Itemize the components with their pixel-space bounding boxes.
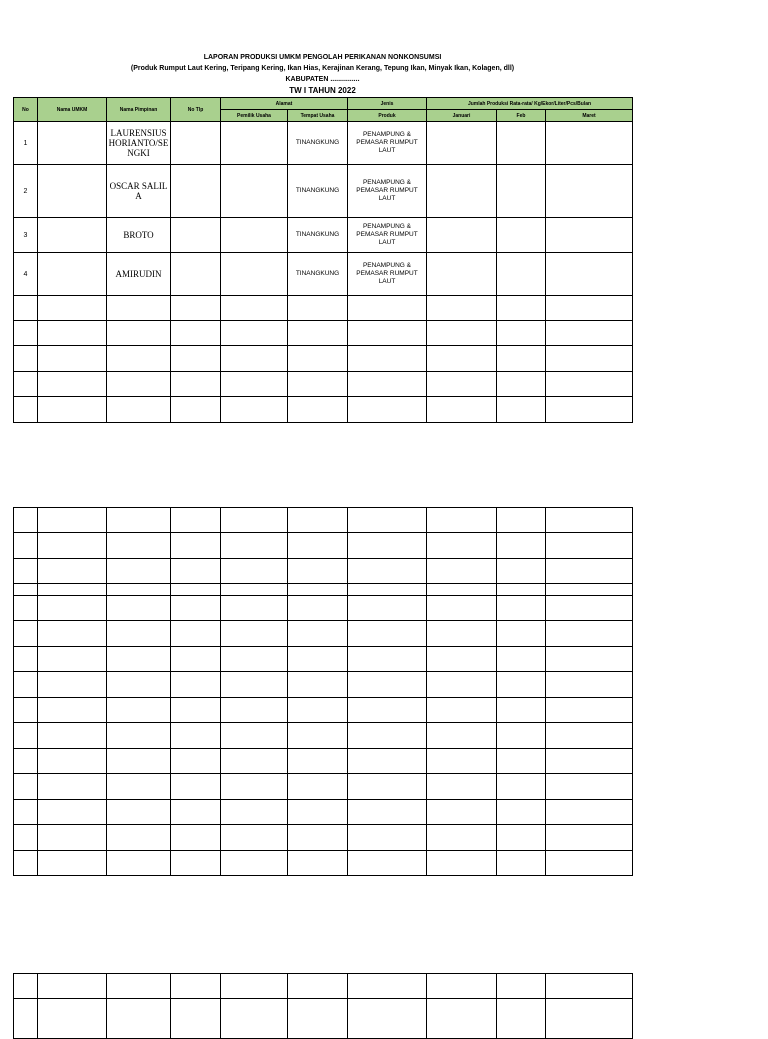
blank-table-2 <box>13 507 633 876</box>
cell-produk: PENAMPUNG & PEMASAR RUMPUT LAUT <box>348 218 427 253</box>
table-row <box>14 165 633 218</box>
cell-tempat-usaha: TINANGKUNG <box>288 218 348 253</box>
cell-no: 1 <box>14 122 38 165</box>
header-nama-pimpinan: Nama Pimpinan <box>107 98 171 122</box>
cell-nama-pimpinan: AMIRUDIN <box>107 253 171 296</box>
header-maret: Maret <box>546 110 633 122</box>
cell-nama-umkm <box>38 165 107 218</box>
cell-produk: PENAMPUNG & PEMASAR RUMPUT LAUT <box>348 253 427 296</box>
cell-januari <box>427 165 497 218</box>
cell-feb <box>497 253 546 296</box>
cell-nama-umkm <box>38 218 107 253</box>
table-row <box>14 647 633 672</box>
cell-feb <box>497 122 546 165</box>
table-row <box>14 596 633 621</box>
table-row <box>14 621 633 647</box>
table-row <box>14 508 633 533</box>
table-row <box>14 122 633 165</box>
header-no: No <box>14 98 38 122</box>
cell-feb <box>497 165 546 218</box>
header-jenis: Jenis <box>348 98 427 110</box>
header-produk: Produk <box>348 110 427 122</box>
table-row <box>14 800 633 825</box>
cell-nama-umkm <box>38 253 107 296</box>
cell-no-tlp <box>171 218 221 253</box>
cell-produk: PENAMPUNG & PEMASAR RUMPUT LAUT <box>348 165 427 218</box>
header-tempat-usaha: Tempat Usaha <box>288 110 348 122</box>
table-row <box>14 851 633 876</box>
cell-tempat-usaha: TINANGKUNG <box>288 122 348 165</box>
table-row <box>14 533 633 559</box>
table-row <box>14 372 633 397</box>
header-nama-umkm: Nama UMKM <box>38 98 107 122</box>
cell-januari <box>427 218 497 253</box>
cell-maret <box>546 253 633 296</box>
table-row <box>14 218 633 253</box>
report-subtitle: (Produk Rumput Laut Kering, Teripang Kering, Ikan Hias, Kerajinan Kerang, Tepung Ikan, Minyak Ikan, Kolagen, dll) <box>130 65 515 72</box>
table-row <box>14 346 633 372</box>
table-row <box>14 825 633 851</box>
table-row <box>14 321 633 346</box>
cell-no-tlp <box>171 165 221 218</box>
table-row <box>14 397 633 423</box>
table-row <box>14 253 633 296</box>
header-no-tlp: No Tlp <box>171 98 221 122</box>
cell-nama-pimpinan: LAURENSIUS HORIANTO/SENGKI <box>107 122 171 165</box>
cell-no: 3 <box>14 218 38 253</box>
blank-table-3 <box>13 973 633 1039</box>
cell-nama-pimpinan: BROTO <box>107 218 171 253</box>
cell-pemilik-usaha <box>221 218 288 253</box>
header-alamat: Alamat <box>221 98 348 110</box>
table-row <box>14 774 633 800</box>
cell-tempat-usaha: TINANGKUNG <box>288 253 348 296</box>
cell-no-tlp <box>171 253 221 296</box>
table-row <box>14 584 633 596</box>
table-row <box>14 723 633 749</box>
cell-nama-umkm <box>38 122 107 165</box>
header-pemilik-usaha: Pemilik Usaha <box>221 110 288 122</box>
table-row <box>14 559 633 584</box>
header-januari: Januari <box>427 110 497 122</box>
table-row <box>14 974 633 999</box>
cell-maret <box>546 165 633 218</box>
table-row <box>14 749 633 774</box>
cell-feb <box>497 218 546 253</box>
table-row <box>14 296 633 321</box>
cell-no-tlp <box>171 122 221 165</box>
cell-produk: PENAMPUNG & PEMASAR RUMPUT LAUT <box>348 122 427 165</box>
cell-no: 4 <box>14 253 38 296</box>
cell-pemilik-usaha <box>221 253 288 296</box>
production-table <box>13 97 633 423</box>
cell-pemilik-usaha <box>221 122 288 165</box>
header-feb: Feb <box>497 110 546 122</box>
cell-januari <box>427 122 497 165</box>
cell-no: 2 <box>14 165 38 218</box>
cell-pemilik-usaha <box>221 165 288 218</box>
cell-tempat-usaha: TINANGKUNG <box>288 165 348 218</box>
table-row <box>14 672 633 698</box>
report-period: TW I TAHUN 2022 <box>289 86 356 95</box>
cell-nama-pimpinan: OSCAR SALILA <box>107 165 171 218</box>
report-kabupaten: KABUPATEN ............... <box>285 76 360 83</box>
cell-maret <box>546 122 633 165</box>
table-row <box>14 999 633 1039</box>
header-jumlah-produksi: Jumlah Produksi Rata-rata/ Kg/Ekor/Liter/Pcs/Bulan <box>427 98 633 110</box>
cell-maret <box>546 218 633 253</box>
report-title: LAPORAN PRODUKSI UMKM PENGOLAH PERIKANAN NONKONSUMSI <box>203 54 442 61</box>
table-row <box>14 698 633 723</box>
cell-januari <box>427 253 497 296</box>
